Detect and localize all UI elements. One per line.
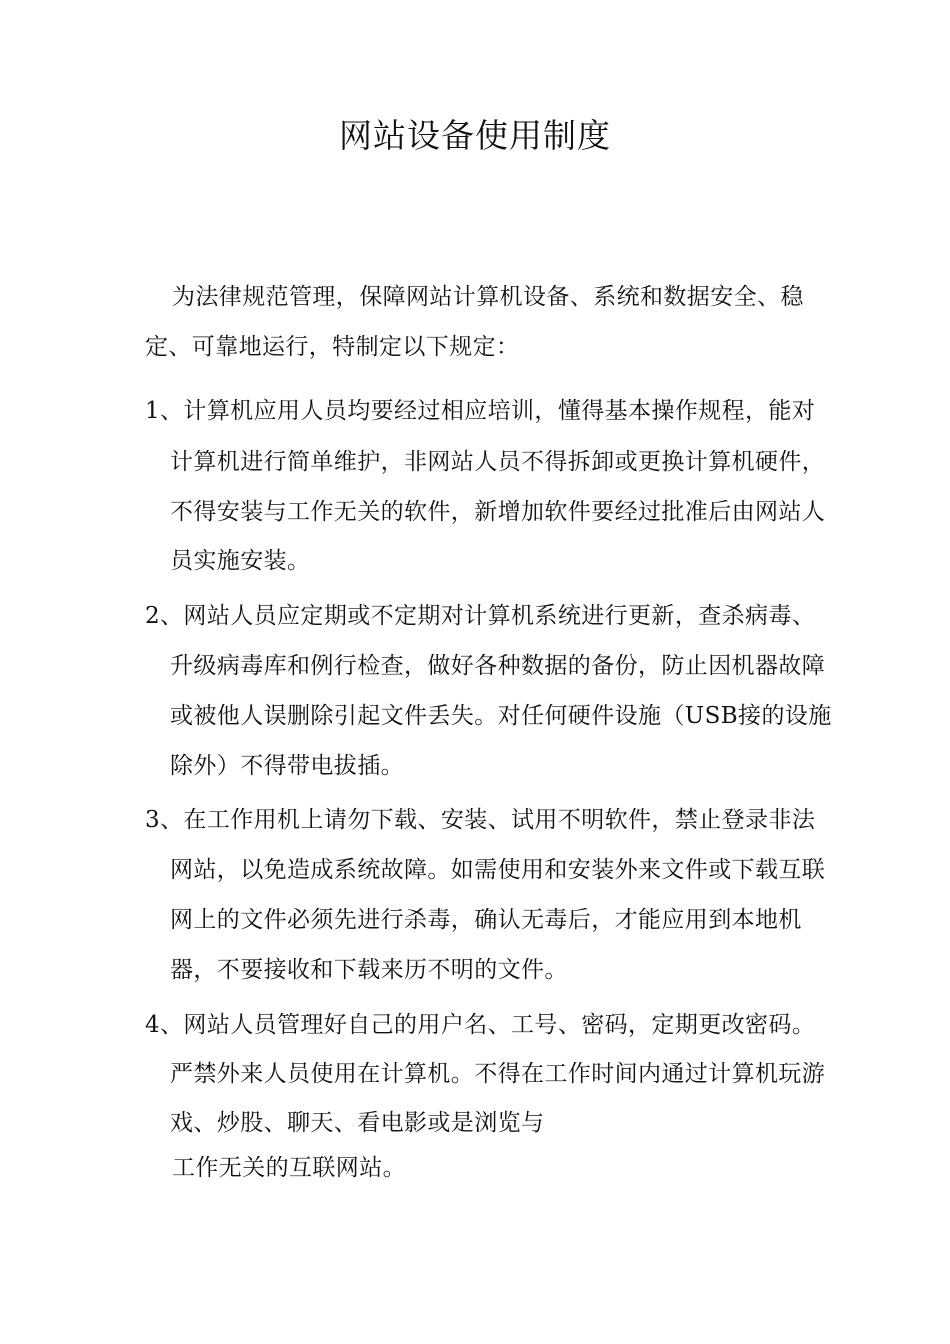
rule-line: 4、网站人员管理好自己的用户名、工号、密码，定期更改密码。 (145, 1012, 816, 1038)
rule-line: 1、计算机应用人员均要经过相应培训，懂得基本操作规程，能对 (145, 398, 816, 424)
rule-line: 计算机进行简单维护，非网站人员不得拆卸或更换计算机硬件， (170, 449, 826, 475)
rule-line: 网站，以免造成系统故障。如需使用和安装外来文件或下载互联 (170, 857, 826, 883)
rule-line: 员实施安装。 (170, 548, 311, 574)
rule-line: 不得安装与工作无关的软件，新增加软件要经过批准后由网站人 (170, 499, 826, 525)
document-title: 网站设备使用制度 (339, 116, 611, 155)
intro-line: 定、可靠地运行，特制定以下规定： (145, 334, 520, 360)
rule-line: 器，不要接收和下载来历不明的文件。 (170, 957, 568, 983)
rule-line: 升级病毒库和例行检查，做好各种数据的备份，防止因机器故障 (170, 653, 826, 679)
rule-line: 除外）不得带电拔插。 (170, 753, 404, 779)
rule-line: 或被他人误删除引起文件丢失。对任何硬件设施（USB接的设施 (170, 703, 832, 729)
rule-line: 严禁外来人员使用在计算机。不得在工作时间内通过计算机玩游 (170, 1061, 826, 1087)
rule-line: 网上的文件必须先进行杀毒，确认无毒后，才能应用到本地机 (170, 907, 802, 933)
rule-line: 3、在工作用机上请勿下载、安装、试用不明软件，禁止登录非法 (145, 807, 816, 833)
intro-line: 为法律规范管理，保障网站计算机设备、系统和数据安全、稳 (172, 284, 804, 310)
rule-line: 戏、炒股、聊天、看电影或是浏览与 (170, 1110, 545, 1136)
rule-line: 2、网站人员应定期或不定期对计算机系统进行更新，查杀病毒、 (145, 603, 816, 629)
rule-line: 工作无关的互联网站。 (172, 1155, 406, 1181)
